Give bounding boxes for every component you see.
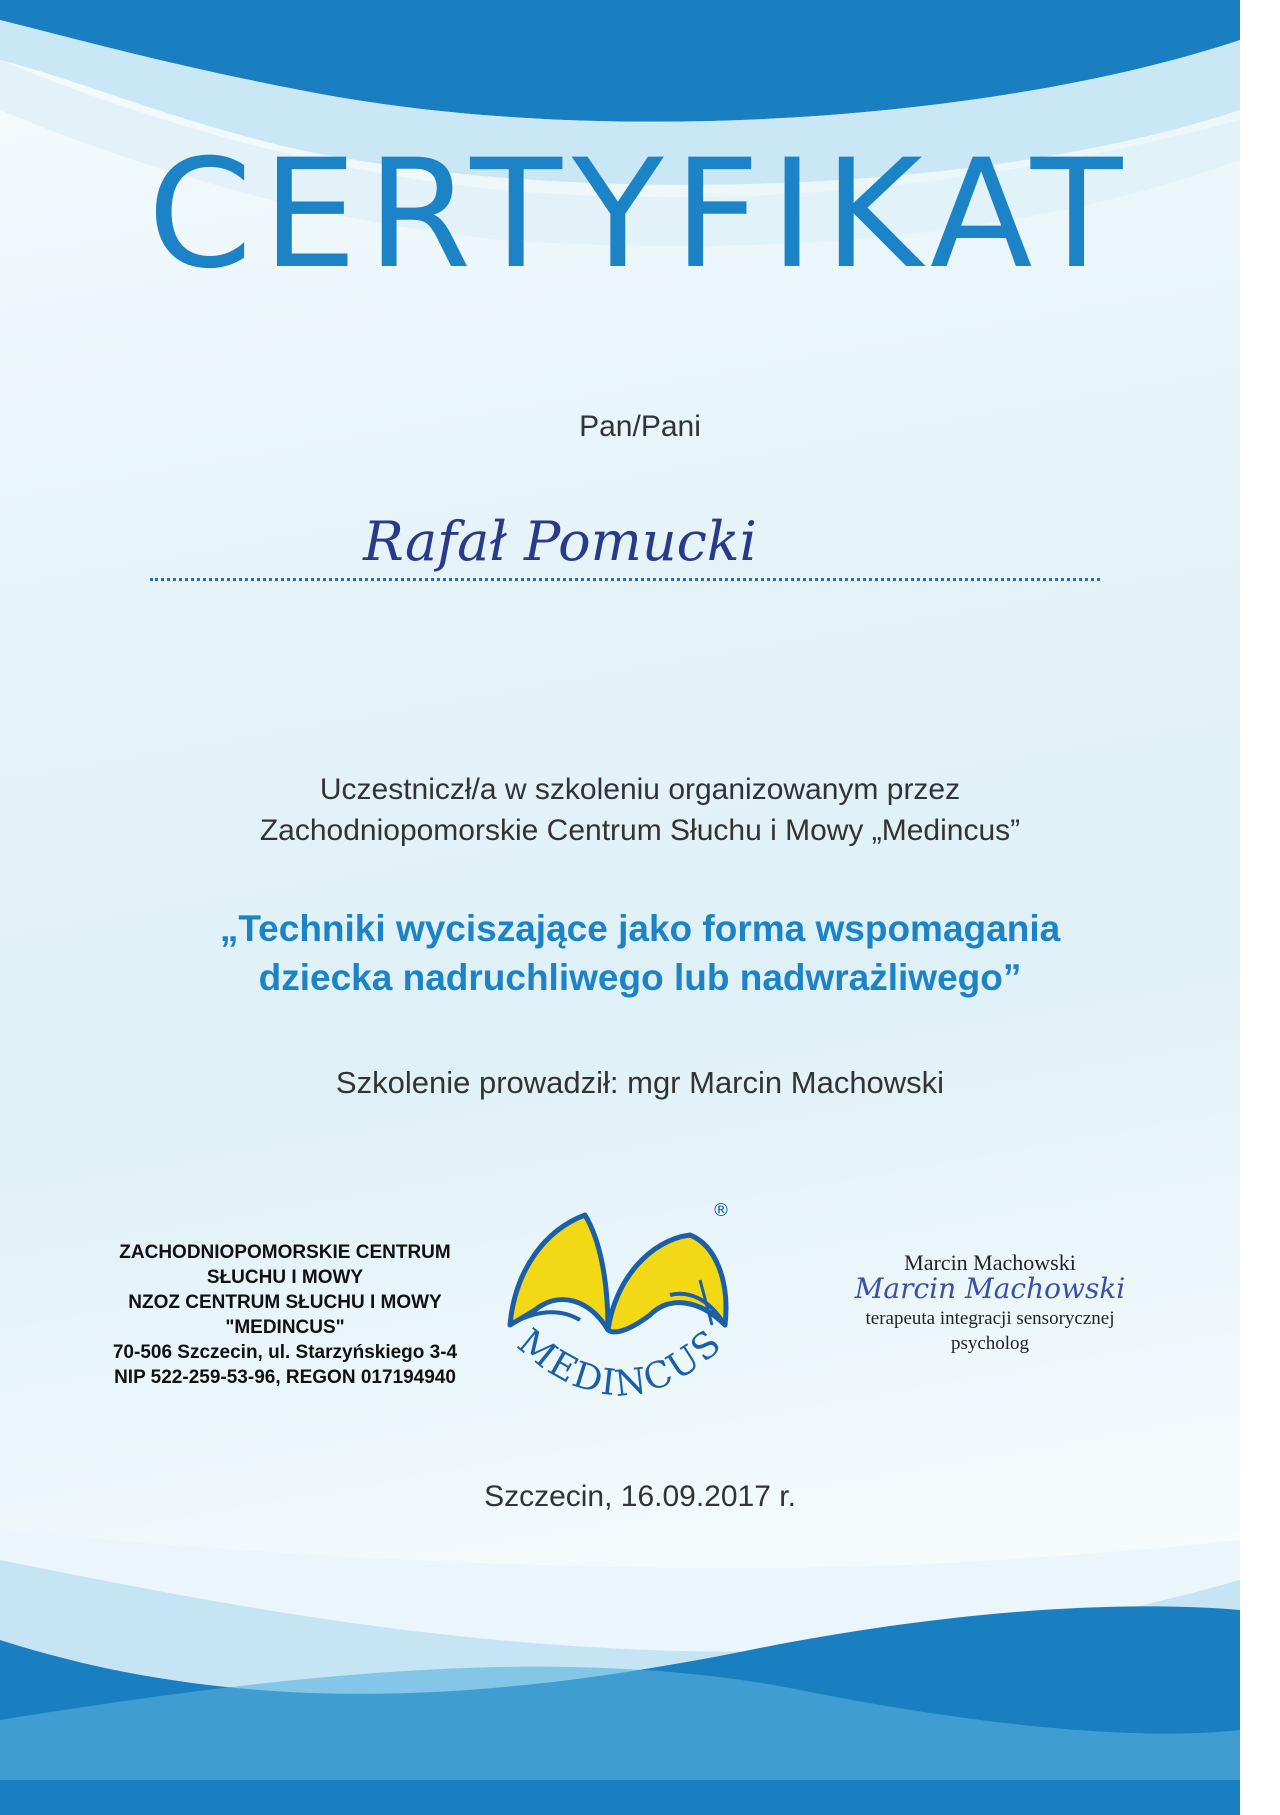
place-and-date: Szczecin, 16.09.2017 r. bbox=[484, 1480, 796, 1513]
certificate-title: CERTYFIKAT bbox=[147, 128, 1133, 302]
salutation: Pan/Pani bbox=[579, 410, 701, 443]
participation-line-2: Zachodniopomorskie Centrum Słuchu i Mowy „Medincus” bbox=[259, 813, 1021, 847]
name-dotted-line bbox=[150, 578, 1100, 581]
stamp-line-2: SŁUCHU I MOWY bbox=[206, 1267, 364, 1289]
course-title-line-1: „Techniki wyciszające jako forma wspomagania bbox=[219, 908, 1061, 949]
signatory-name: Marcin Machowski bbox=[904, 1250, 1076, 1275]
signatory-role-1: terapeuta integracji sensorycznej bbox=[865, 1308, 1115, 1329]
participation-line-1: Uczestniczł/a w szkoleniu organizowanym przez bbox=[319, 773, 961, 806]
participation-text bbox=[0, 770, 1280, 851]
medincus-logo bbox=[490, 1190, 750, 1440]
handwritten-signature: Marcin Machowski bbox=[854, 1272, 1126, 1305]
signature-block bbox=[830, 1250, 1150, 1356]
organization-stamp bbox=[50, 1240, 520, 1390]
stamp-line-5: 70-506 Szczecin, ul. Starzyńskiego 3-4 bbox=[112, 1342, 458, 1364]
stamp-line-3: NZOZ CENTRUM SŁUCHU I MOWY bbox=[128, 1292, 442, 1314]
logo-wordmark: MEDINCUS bbox=[509, 1321, 731, 1406]
registered-mark: ® bbox=[712, 1200, 730, 1221]
stamp-line-6: NIP 522-259-53-96, REGON 017194940 bbox=[114, 1367, 456, 1389]
signatory-role-2: psycholog bbox=[950, 1332, 1030, 1354]
stamp-line-1: ZACHODNIOPOMORSKIE CENTRUM bbox=[119, 1242, 451, 1263]
recipient-name: Rafał Pomucki bbox=[363, 510, 757, 573]
course-title bbox=[0, 905, 1280, 1003]
stamp-line-4: "MEDINCUS" bbox=[225, 1317, 345, 1339]
trainer-line: Szkolenie prowadził: mgr Marcin Machowski bbox=[335, 1065, 945, 1100]
course-title-line-2: dziecka nadruchliwego lub nadwrażliwego” bbox=[258, 956, 1022, 998]
